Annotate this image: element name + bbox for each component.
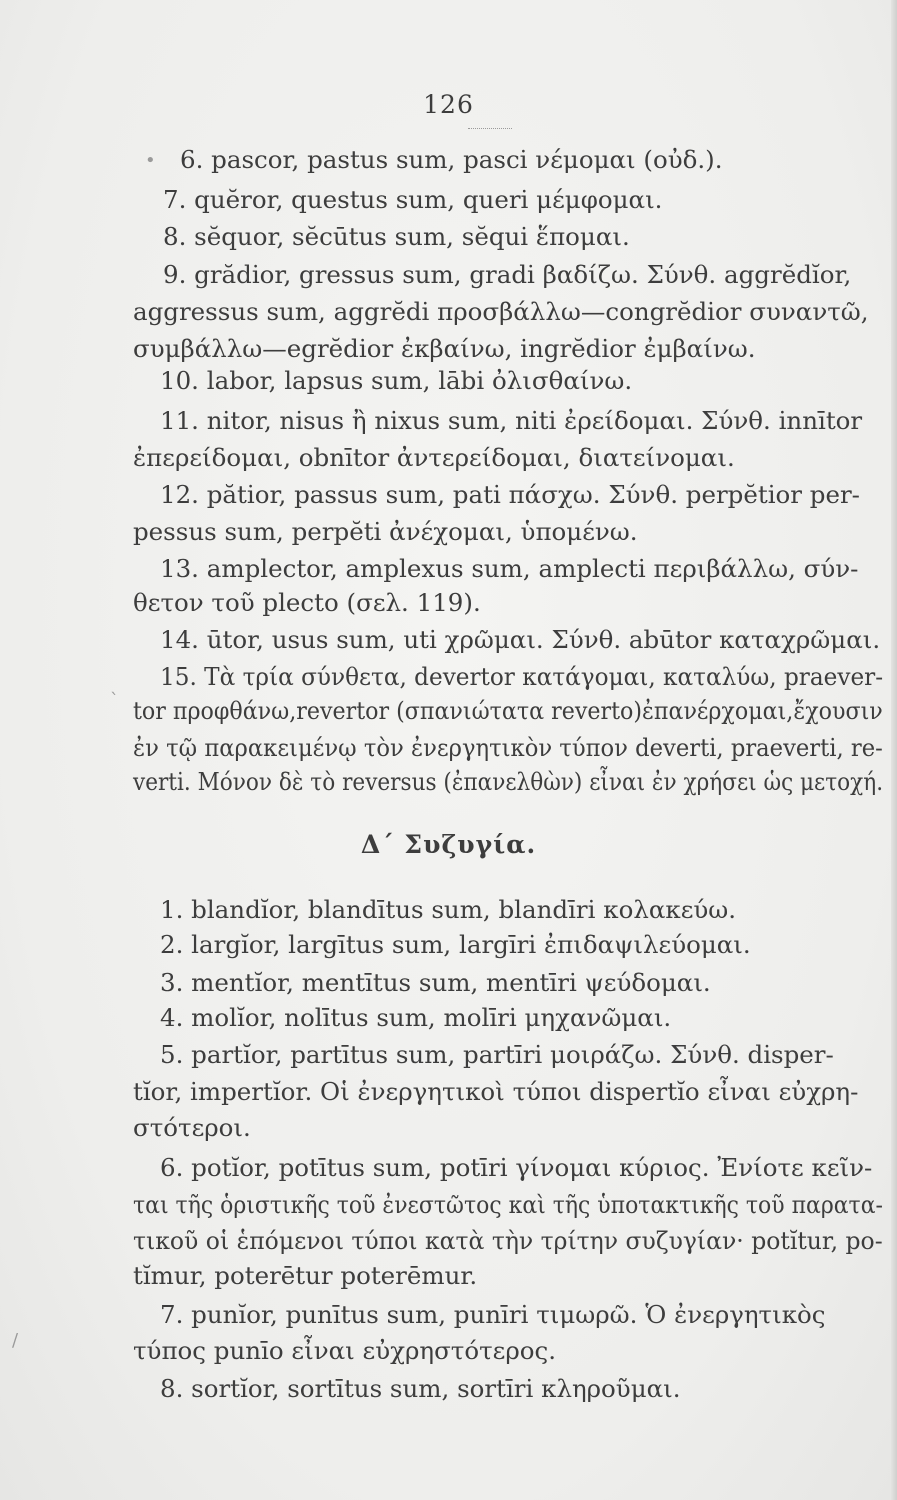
text-line: συμβάλλω—egrĕdior ἐκβαίνω, ingrĕdior ἐμβαίνω.	[133, 334, 756, 363]
page-number: 126	[423, 90, 474, 119]
text-line: 2. largĭor, largītus sum, largīri ἐπιδαψιλεύομαι.	[160, 930, 751, 959]
text-line: 7. quĕror, questus sum, queri μέμφομαι.	[163, 185, 663, 214]
text-line: 9. grădior, gressus sum, gradi βαδίζω. Σύνθ. aggrĕdĭor,	[163, 260, 852, 289]
text-line: στότεροι.	[133, 1113, 251, 1142]
text-line: 6. potĭor, potītus sum, potīri γίνομαι κύριος. Ἐνίοτε κεῖν-	[160, 1153, 873, 1182]
text-line: 1. blandĭor, blandītus sum, blandīri κολακεύω.	[160, 895, 737, 924]
text-line: 11. nitor, nisus ἢ nixus sum, niti ἐρείδομαι. Σύνθ. innītor	[160, 406, 863, 435]
text-line: 15. Τὰ τρία σύνθετα, devertor κατάγομαι, καταλύω, praever-	[160, 662, 884, 691]
text-line: 10. labor, lapsus sum, lābi ὀλισθαίνω.	[160, 366, 633, 395]
text-line: verti. Μόνον δὲ τὸ reversus (ἐπανελθὼν) εἶναι ἐν χρήσει ὡς μετοχή.	[133, 767, 884, 796]
text-line: 8. sĕquor, sĕcūtus sum, sĕqui ἕπομαι.	[163, 222, 630, 251]
text-line: 6. pascor, pastus sum, pasci νέμομαι (οὐδ.).	[180, 145, 723, 174]
text-line: tĭmur, poterētur poterēmur.	[133, 1261, 478, 1290]
text-line: 13. amplector, amplexus sum, amplecti περιβάλλω, σύν-	[160, 554, 859, 583]
text-line: τικοῦ οἱ ἑπόμενοι τύποι κατὰ τὴν τρίτην συζυγίαν· potĭtur, po-	[133, 1226, 883, 1255]
page-number-rule	[468, 128, 512, 129]
text-line: pessus sum, perpĕti ἀνέχομαι, ὑπομένω.	[133, 517, 638, 546]
ink-speck: ˋ	[110, 690, 119, 711]
page-edge-shadow	[891, 0, 897, 1500]
text-line: tĭor, impertĭor. Οἱ ἐνεργητικοὶ τύποι dispertĭo εἶναι εὐχρη-	[133, 1077, 859, 1106]
text-line: 8. sortĭor, sortītus sum, sortīri κληροῦμαι.	[160, 1374, 681, 1403]
text-line: ται τῆς ὁριστικῆς τοῦ ἐνεστῶτος καὶ τῆς ὑποτακτικῆς τοῦ παρατα-	[133, 1190, 883, 1219]
section-title: Δ΄ Συζυγία.	[360, 830, 537, 859]
ink-speck: /	[12, 1330, 19, 1351]
text-line: 3. mentĭor, mentītus sum, mentīri ψεύδομαι.	[160, 968, 711, 997]
text-line: τύπος punīo εἶναι εὐχρηστότερος.	[133, 1336, 557, 1365]
text-line: θετον τοῦ plecto (σελ. 119).	[133, 588, 481, 617]
text-line: 7. punĭor, punītus sum, punīri τιμωρῶ. Ὁ ἐνεργητικὸς	[160, 1300, 826, 1329]
text-line: 14. ūtor, usus sum, uti χρῶμαι. Σύνθ. abūtor καταχρῶμαι.	[160, 625, 881, 654]
text-line: 5. partĭor, partītus sum, partīri μοιράζω. Σύνθ. disper-	[160, 1040, 834, 1069]
text-line: aggressus sum, aggrĕdi προσβάλλω—congrĕdior συναντῶ,	[133, 297, 869, 326]
text-line: 4. molĭor, nolītus sum, molīri μηχανῶμαι.	[160, 1003, 672, 1032]
text-line: tor προφθάνω,revertor (σπανιώτατα reverto)ἐπανέρχομαι,ἔχουσιν	[133, 696, 883, 725]
text-line: ἐπερείδομαι, obnītor ἀντερείδομαι, διατείνομαι.	[133, 443, 735, 472]
text-line: 12. pătior, passus sum, pati πάσχω. Σύνθ. perpĕtior per-	[160, 480, 860, 509]
text-line: ἐν τῷ παρακειμένῳ τὸν ἐνεργητικὸν τύπον deverti, praeverti, re-	[133, 733, 883, 762]
ink-speck: •	[145, 150, 156, 171]
